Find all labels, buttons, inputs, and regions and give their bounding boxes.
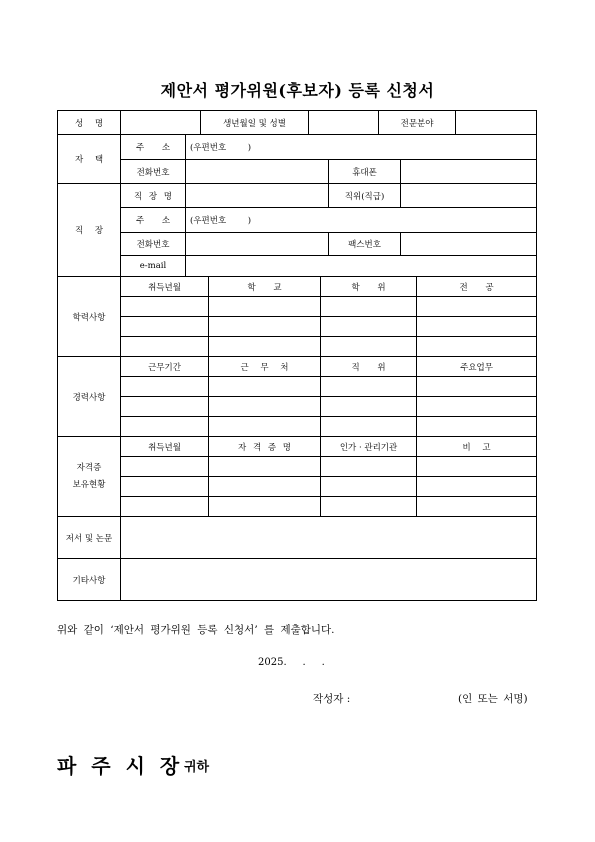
fax-label: 팩스번호	[329, 233, 401, 256]
email-field[interactable]	[186, 256, 537, 277]
certificates-col-remarks: 비 고	[417, 437, 537, 457]
education-col-date: 취득년월	[121, 277, 209, 297]
home-address-field[interactable]: (우편번호 )	[186, 135, 537, 160]
education-section-label: 학력사항	[58, 277, 121, 357]
company-field[interactable]	[186, 184, 329, 208]
name-field[interactable]	[121, 111, 201, 135]
certificates-row	[58, 497, 537, 517]
career-workplace-cell[interactable]	[209, 377, 321, 397]
education-major-cell[interactable]	[417, 337, 537, 357]
certificates-remarks-cell[interactable]	[417, 477, 537, 497]
work-phone-label: 전화번호	[121, 233, 186, 256]
career-section-label: 경력사항	[58, 357, 121, 437]
recipient: 파 주 시 장	[57, 754, 180, 778]
career-col-workplace: 근 무 처	[209, 357, 321, 377]
name-label: 성 명	[58, 111, 121, 135]
company-label: 직 장 명	[121, 184, 186, 208]
career-duties-cell[interactable]	[417, 377, 537, 397]
certificates-authority-cell[interactable]	[321, 457, 417, 477]
career-period-cell[interactable]	[121, 397, 209, 417]
education-date-cell[interactable]	[121, 337, 209, 357]
certificates-col-name: 자 격 증 명	[209, 437, 321, 457]
recipient-suffix: 귀하	[184, 760, 210, 775]
certificates-label-line2: 보유현황	[72, 479, 106, 490]
certificates-date-cell[interactable]	[121, 477, 209, 497]
education-major-cell[interactable]	[417, 317, 537, 337]
signature-label: (인 또는 서명)	[458, 693, 528, 705]
mobile-label: 휴대폰	[329, 160, 401, 184]
specialty-field[interactable]	[456, 111, 537, 135]
education-school-cell[interactable]	[209, 297, 321, 317]
education-row	[58, 337, 537, 357]
fax-field[interactable]	[401, 233, 537, 256]
home-phone-label: 전화번호	[121, 160, 186, 184]
certificates-date-cell[interactable]	[121, 497, 209, 517]
education-major-cell[interactable]	[417, 297, 537, 317]
education-col-degree: 학 위	[321, 277, 417, 297]
certificates-name-cell[interactable]	[209, 497, 321, 517]
certificates-row	[58, 457, 537, 477]
work-address-label: 주 소	[121, 208, 186, 233]
document-title: 제안서 평가위원(후보자) 등록 신청서	[160, 81, 435, 100]
work-section-label: 직 장	[58, 184, 121, 277]
certificates-remarks-cell[interactable]	[417, 457, 537, 477]
birth-gender-field[interactable]	[309, 111, 379, 135]
career-duties-cell[interactable]	[417, 417, 537, 437]
education-row	[58, 297, 537, 317]
work-phone-field[interactable]	[186, 233, 329, 256]
career-row	[58, 397, 537, 417]
career-workplace-cell[interactable]	[209, 397, 321, 417]
publications-field[interactable]	[121, 517, 537, 559]
application-form-table	[57, 110, 537, 601]
education-school-cell[interactable]	[209, 317, 321, 337]
career-position-cell[interactable]	[321, 417, 417, 437]
certificates-row	[58, 477, 537, 497]
career-col-duties: 주요업무	[417, 357, 537, 377]
certificates-col-date: 취득년월	[121, 437, 209, 457]
specialty-label: 전문분야	[379, 111, 456, 135]
certificates-authority-cell[interactable]	[321, 477, 417, 497]
education-col-major: 전 공	[417, 277, 537, 297]
submission-date: 2025. . .	[258, 657, 325, 668]
education-date-cell[interactable]	[121, 297, 209, 317]
career-col-position: 직 위	[321, 357, 417, 377]
education-degree-cell[interactable]	[321, 337, 417, 357]
career-period-cell[interactable]	[121, 417, 209, 437]
education-date-cell[interactable]	[121, 317, 209, 337]
career-row	[58, 417, 537, 437]
education-col-school: 학 교	[209, 277, 321, 297]
career-position-cell[interactable]	[321, 397, 417, 417]
other-label: 기타사항	[58, 559, 121, 601]
author-label: 작성자 :	[313, 693, 351, 705]
home-address-label: 주 소	[121, 135, 186, 160]
career-col-period: 근무기간	[121, 357, 209, 377]
career-row	[58, 377, 537, 397]
career-period-cell[interactable]	[121, 377, 209, 397]
publications-label: 저서 및 논문	[58, 517, 121, 559]
career-position-cell[interactable]	[321, 377, 417, 397]
position-label: 직위(직급)	[329, 184, 401, 208]
certificates-name-cell[interactable]	[209, 457, 321, 477]
certificates-date-cell[interactable]	[121, 457, 209, 477]
career-workplace-cell[interactable]	[209, 417, 321, 437]
other-field[interactable]	[121, 559, 537, 601]
email-label: e-mail	[121, 256, 186, 277]
declaration-text: 위와 같이 ‘제안서 평가위원 등록 신청서’ 를 제출합니다.	[57, 624, 335, 636]
position-field[interactable]	[401, 184, 537, 208]
home-section-label: 자 택	[58, 135, 121, 184]
work-address-field[interactable]: (우편번호 )	[186, 208, 537, 233]
education-row	[58, 317, 537, 337]
certificates-col-authority: 인가 · 관리기관	[321, 437, 417, 457]
certificates-section-label	[58, 437, 121, 517]
certificates-authority-cell[interactable]	[321, 497, 417, 517]
education-degree-cell[interactable]	[321, 297, 417, 317]
education-degree-cell[interactable]	[321, 317, 417, 337]
certificates-remarks-cell[interactable]	[417, 497, 537, 517]
career-duties-cell[interactable]	[417, 397, 537, 417]
birth-gender-label: 생년월일 및 성별	[201, 111, 309, 135]
certificates-label-line1: 자격증	[76, 462, 102, 473]
home-phone-field[interactable]	[186, 160, 329, 184]
education-school-cell[interactable]	[209, 337, 321, 357]
mobile-field[interactable]	[401, 160, 537, 184]
certificates-name-cell[interactable]	[209, 477, 321, 497]
